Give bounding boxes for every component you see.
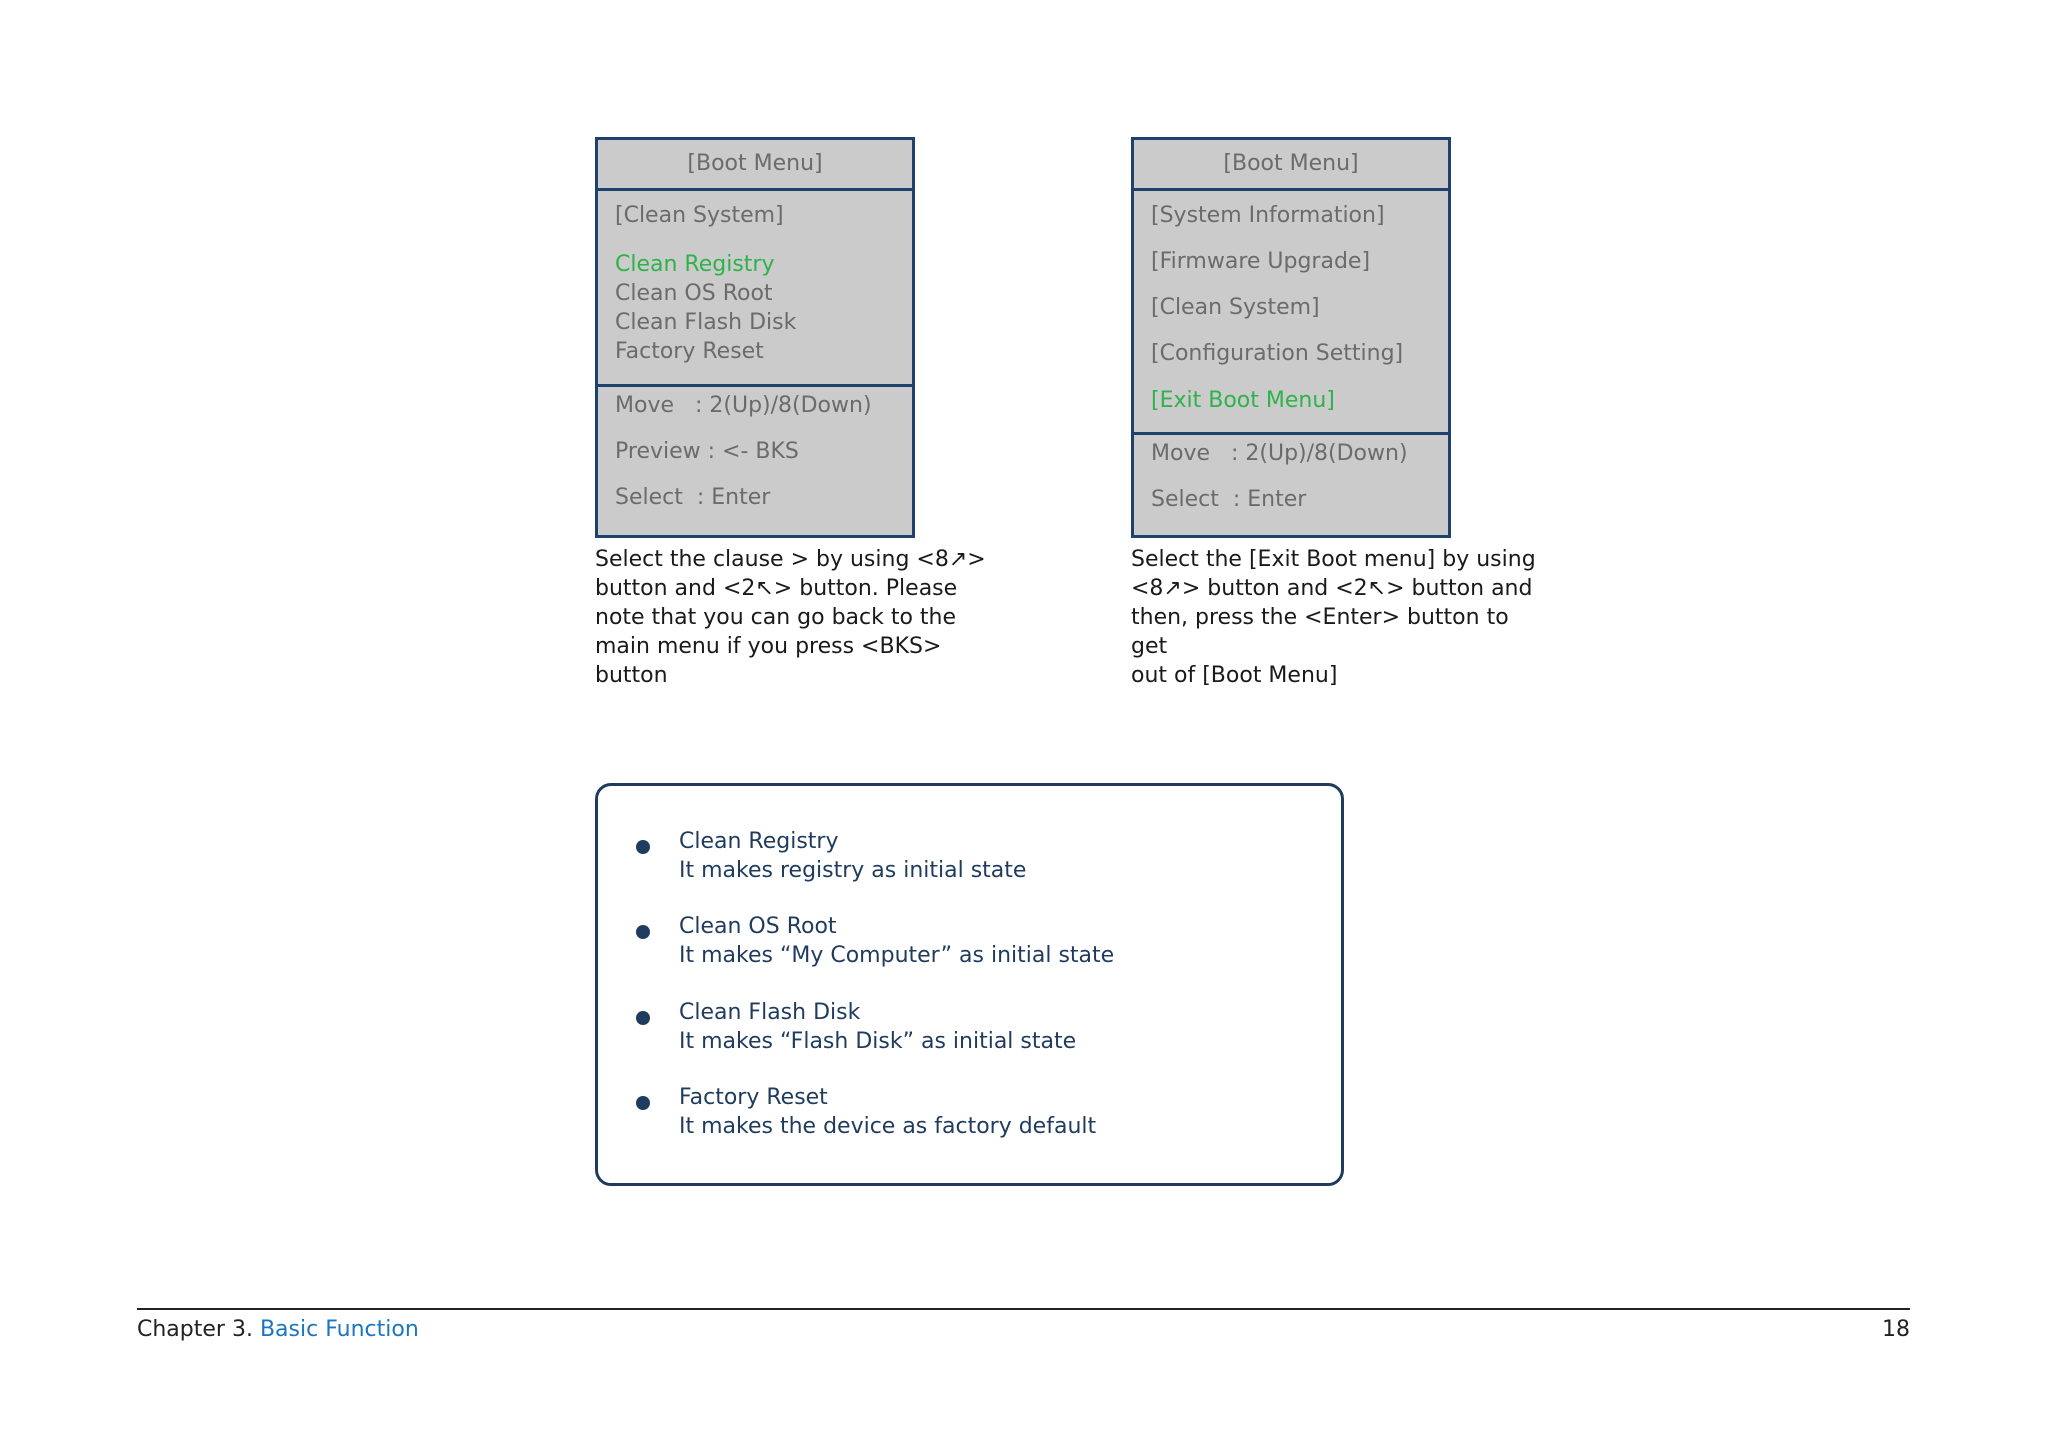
- boot-menu-right: [1131, 137, 1451, 538]
- info-box: [595, 783, 1344, 1186]
- menu-key-legend: [598, 384, 912, 538]
- bullet-icon: [636, 840, 650, 854]
- caption-line: out of [Boot Menu]: [1131, 663, 1338, 688]
- menu-items: [1134, 191, 1448, 432]
- bullet-icon: [636, 925, 650, 939]
- key-hint: Preview : <- BKS: [615, 439, 799, 464]
- bullet-icon: [636, 1096, 650, 1110]
- menu-item-selected[interactable]: Clean Registry: [615, 252, 775, 277]
- menu-item[interactable]: Clean OS Root: [615, 281, 773, 306]
- caption-right: [1131, 545, 1551, 690]
- item-desc: It makes “Flash Disk” as initial state: [679, 1029, 1077, 1054]
- menu-item[interactable]: [Clean System]: [1151, 295, 1320, 320]
- chapter-number: Chapter 3.: [137, 1317, 253, 1342]
- key-hint: Select : Enter: [615, 485, 771, 510]
- caption-line: Select the clause > by using <8↗>: [595, 547, 986, 572]
- menu-header: [Boot Menu]: [1134, 140, 1448, 191]
- caption-line: button and <2↖> button. Please: [595, 576, 958, 601]
- boot-menu-left: [595, 137, 915, 538]
- key-hint: Move : 2(Up)/8(Down): [1151, 441, 1408, 466]
- menu-item-selected[interactable]: [Exit Boot Menu]: [1151, 388, 1335, 413]
- bullet-icon: [636, 1011, 650, 1025]
- menu-item[interactable]: [Firmware Upgrade]: [1151, 249, 1371, 274]
- item-desc: It makes registry as initial state: [679, 858, 1027, 883]
- caption-line: <8↗> button and <2↖> button and: [1131, 576, 1533, 601]
- key-hint: Move : 2(Up)/8(Down): [615, 393, 872, 418]
- item-title: Clean Flash Disk: [679, 1000, 861, 1025]
- footer-rule: [137, 1308, 1910, 1310]
- caption-line: Select the [Exit Boot menu] by using: [1131, 547, 1536, 572]
- item-title: Clean Registry: [679, 829, 839, 854]
- menu-items: [598, 191, 912, 384]
- menu-header: [Boot Menu]: [598, 140, 912, 191]
- menu-key-legend: [1134, 432, 1448, 538]
- caption-line: then, press the <Enter> button to get: [1131, 605, 1509, 659]
- item-desc: It makes “My Computer” as initial state: [679, 943, 1115, 968]
- menu-item[interactable]: Factory Reset: [615, 339, 764, 364]
- item-desc: It makes the device as factory default: [679, 1114, 1097, 1139]
- menu-section-label: [Clean System]: [615, 203, 784, 228]
- key-hint: Select : Enter: [1151, 487, 1307, 512]
- footer-chapter: [137, 1315, 419, 1345]
- chapter-title[interactable]: Basic Function: [259, 1317, 419, 1342]
- menu-item[interactable]: [System Information]: [1151, 203, 1385, 228]
- menu-item[interactable]: [Configuration Setting]: [1151, 341, 1404, 366]
- item-title: Clean OS Root: [679, 914, 837, 939]
- menu-item[interactable]: Clean Flash Disk: [615, 310, 797, 335]
- caption-line: main menu if you press <BKS> button: [595, 634, 942, 688]
- caption-left: [595, 545, 1015, 690]
- item-title: Factory Reset: [679, 1085, 828, 1110]
- caption-line: note that you can go back to the: [595, 605, 957, 630]
- page-number: 18: [1882, 1317, 1910, 1342]
